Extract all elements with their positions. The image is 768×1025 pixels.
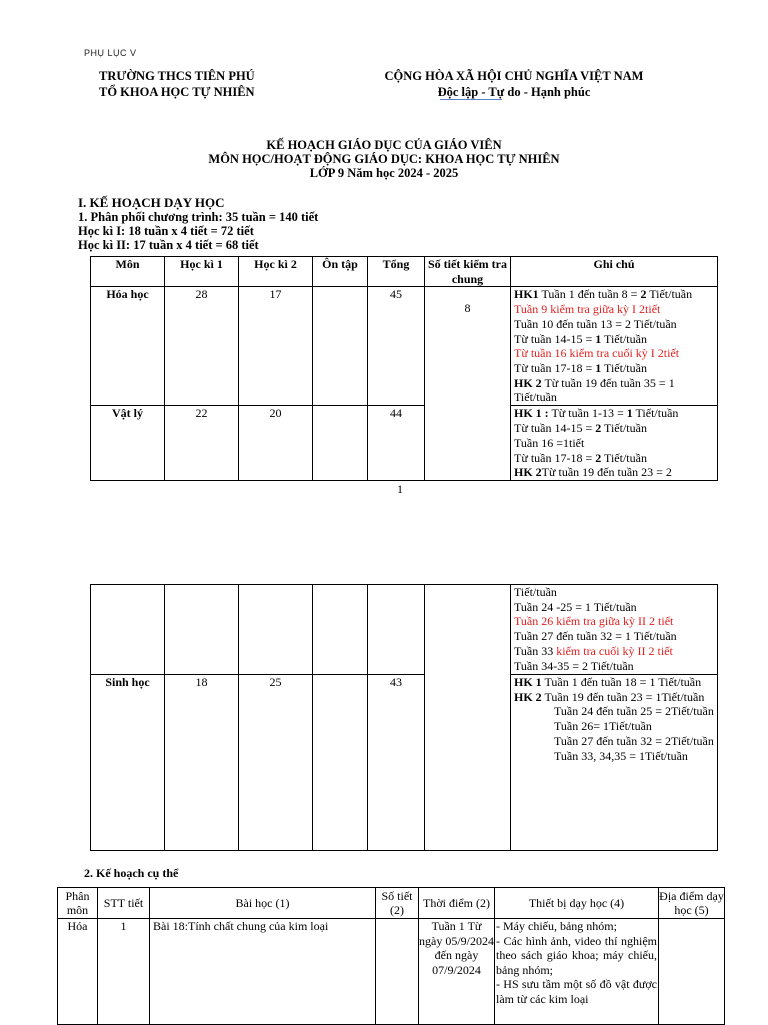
- table-row: [91, 287, 718, 406]
- note-segment: Tiết/tuần: [601, 360, 647, 375]
- note-line: [514, 690, 717, 705]
- col-total: Tổng: [368, 257, 425, 287]
- note-segment: Từ tuần 19 đến tuần 35 = 1 Tiết/tuần: [514, 375, 675, 405]
- distribution-table: [90, 256, 718, 481]
- note-segment: Tuần 26= 1Tiết/tuần: [554, 719, 652, 734]
- lesson-cell: Bài 18:Tính chất chung của kim loại: [150, 919, 376, 1025]
- note-segment: Tuần 33, 34,35 = 1Tiết/tuần: [554, 748, 688, 763]
- semester-2-summary: Học kì II: 17 tuần x 4 tiết = 68 tiết: [78, 238, 259, 252]
- note-line: [514, 734, 717, 749]
- note-line: [514, 614, 717, 629]
- note-line: [514, 585, 717, 600]
- note-line: [514, 675, 717, 690]
- note-segment: HK 1 :: [514, 406, 549, 421]
- note-line: [514, 346, 717, 361]
- note-segment: HK 2: [514, 375, 542, 390]
- note-line: [514, 719, 717, 734]
- section-1-heading: I. KẾ HOẠCH DẠY HỌC: [78, 195, 225, 210]
- note-line: [514, 317, 717, 332]
- period-no-cell: 1: [98, 919, 150, 1025]
- note-segment: kiểm tra cuối kỳ II 2 tiết: [556, 643, 673, 658]
- branch-cell: Hóa: [58, 919, 98, 1025]
- subject-cell: Sinh học: [91, 675, 165, 851]
- total-cell: 44: [368, 406, 425, 481]
- note-segment: Tiết/tuần: [601, 331, 647, 346]
- note-segment: Tuần 10 đến tuần 13 = 2 Tiết/tuần: [514, 316, 677, 331]
- notes-cell: [511, 675, 718, 851]
- review-cell: [313, 406, 368, 481]
- program-distribution: 1. Phân phối chương trình: 35 tuần = 140 tiết: [78, 210, 319, 224]
- periods-cell: [376, 919, 419, 1025]
- notes-cell: [511, 406, 718, 481]
- location-cell: [659, 919, 725, 1025]
- note-segment: Tiết/tuần: [601, 421, 647, 436]
- title-line-1: KẾ HOẠCH GIÁO DỤC CỦA GIÁO VIÊN: [266, 138, 502, 152]
- distribution-table-continued: [90, 584, 718, 851]
- semester-1-cell: [165, 585, 239, 675]
- col-review: Ôn tập: [313, 257, 368, 287]
- note-segment: Tuần 34-35 = 2 Tiết/tuần: [514, 658, 634, 673]
- subject-cell: [91, 585, 165, 675]
- equipment-cell: [495, 919, 659, 1025]
- note-segment: HK 1: [514, 675, 542, 689]
- table-row: [91, 585, 718, 675]
- note-line: [514, 465, 717, 480]
- note-segment: 1: [595, 360, 602, 375]
- notes-cell: [511, 287, 718, 406]
- note-line: [514, 704, 717, 719]
- note-line: [514, 302, 717, 317]
- notes-cell: [511, 585, 718, 675]
- note-segment: Tiết/tuần: [601, 450, 647, 465]
- note-segment: 1: [626, 406, 633, 421]
- col-period-no: STT tiết: [98, 888, 150, 919]
- note-segment: Tuần 1 đến tuần 8 =: [538, 287, 641, 302]
- note-segment: 2: [595, 421, 602, 436]
- total-cell: [368, 585, 425, 675]
- school-name: TRƯỜNG THCS TIÊN PHÚ: [99, 69, 255, 83]
- col-branch: Phân môn: [58, 888, 98, 919]
- review-cell: [313, 675, 368, 851]
- note-line: [514, 644, 717, 659]
- page-number: 1: [397, 482, 403, 496]
- note-segment: Từ tuần 17-18 =: [514, 450, 596, 465]
- note-line: [514, 600, 717, 615]
- note-segment: Tuần 27 đến tuần 32 = 2Tiết/tuần: [554, 733, 714, 748]
- section-1: [78, 196, 318, 252]
- semester-1-summary: Học kì I: 18 tuần x 4 tiết = 72 tiết: [78, 224, 254, 238]
- col-location: Địa điểm dạy học (5): [659, 888, 724, 917]
- note-segment: HK1: [514, 287, 539, 302]
- semester-2-cell: 17: [239, 287, 313, 406]
- note-segment: Từ tuần 14-15 =: [514, 331, 596, 346]
- note-line: [514, 287, 717, 302]
- note-line: [514, 659, 717, 674]
- semester-2-cell: 20: [239, 406, 313, 481]
- note-segment: Từ tuần 17-18 =: [514, 360, 596, 375]
- equipment-item: - Máy chiếu, bảng nhóm;: [496, 919, 617, 933]
- semester-2-cell: 25: [239, 675, 313, 851]
- col-tests: Số tiết kiểm tra chung: [425, 257, 511, 287]
- national-header: [381, 68, 647, 100]
- school-header: [99, 68, 255, 100]
- table-row: [58, 919, 725, 1025]
- lesson-plan-table: [57, 887, 725, 1025]
- col-semester-1: Học kì 1: [165, 257, 239, 287]
- total-cell: 45: [368, 287, 425, 406]
- note-line: [514, 361, 717, 376]
- note-line: [514, 406, 717, 421]
- subject-cell: Vật lý: [91, 406, 165, 481]
- note-segment: Tiết/tuần: [632, 406, 679, 421]
- equipment-item: - Các hình ảnh, video thí nghiệm theo sách giáo khoa; máy chiếu, bảng nhóm;: [496, 933, 657, 977]
- col-time: Thời điểm (2): [419, 888, 495, 919]
- note-segment: Tuần 9 kiểm tra giữa kỳ I 2tiết: [514, 302, 661, 317]
- note-segment: 2: [640, 287, 647, 302]
- note-segment: Từ tuần 1-13 =: [548, 406, 627, 421]
- note-segment: Tuần 19 đến tuần 23 = 1Tiết/tuần: [541, 689, 705, 704]
- note-segment: Tuần 27 đến tuần 32 = 1 Tiết/tuần: [514, 629, 677, 644]
- note-segment: Tiết/tuần: [646, 287, 693, 302]
- note-segment: Tuần 24 đến tuần 25 = 2Tiết/tuần: [554, 704, 714, 719]
- col-periods: Số tiết (2): [376, 888, 419, 919]
- title-line-3: LỚP 9 Năm học 2024 - 2025: [309, 166, 459, 180]
- note-segment: Từ tuần 19 đến tuần 23 = 2: [541, 465, 672, 480]
- tests-cell: [425, 585, 511, 851]
- table-header-row: [91, 257, 718, 287]
- equipment-item: - HS sưu tầm một số đồ vật được làm từ các kim loại: [496, 977, 657, 1006]
- department-name: TỔ KHOA HỌC TỰ NHIÊN: [99, 85, 255, 99]
- semester-1-cell: 18: [165, 675, 239, 851]
- note-segment: Tuần 1 đến tuần 18 = 1 Tiết/tuần: [541, 675, 702, 689]
- note-line: [514, 451, 717, 466]
- note-segment: HK 2: [514, 465, 542, 480]
- col-equipment: Thiết bị dạy học (4): [495, 888, 659, 919]
- note-line: [514, 436, 717, 451]
- table-row: [91, 675, 718, 851]
- note-segment: Tuần 16 =1tiết: [514, 435, 585, 450]
- note-line: [514, 332, 717, 347]
- note-segment: Tuần 33: [514, 643, 557, 658]
- note-segment: Tiết/tuần: [514, 585, 557, 599]
- national-motto: Độc lập - Tự do - Hạnh phúc: [437, 85, 591, 99]
- title-line-2: MÔN HỌC/HOẠT ĐỘNG GIÁO DỤC: KHOA HỌC TỰ NHIÊN: [208, 152, 560, 166]
- appendix-label: PHỤ LỤC V: [84, 48, 137, 58]
- col-lesson: Bài học (1): [150, 888, 376, 919]
- review-cell: [313, 585, 368, 675]
- note-segment: Từ tuần 14-15 =: [514, 421, 596, 436]
- note-line: [514, 629, 717, 644]
- note-segment: HK 2: [514, 689, 542, 704]
- section-2-heading: 2. Kế hoạch cụ thể: [84, 866, 179, 880]
- note-segment: 2: [595, 450, 602, 465]
- tests-value: 8: [464, 301, 471, 316]
- col-subject: Môn: [91, 257, 165, 287]
- time-cell: Tuần 1 Từ ngày 05/9/2024 đến ngày 07/9/2024: [419, 919, 495, 1025]
- note-segment: 1: [595, 331, 602, 346]
- note-segment: Tuần 26 kiểm tra giữa kỳ II 2 tiết: [514, 614, 674, 629]
- table-row: [91, 406, 718, 481]
- subject-cell: Hóa học: [91, 287, 165, 406]
- semester-1-cell: 28: [165, 287, 239, 406]
- note-line: [514, 376, 717, 405]
- col-notes: Ghi chú: [511, 257, 718, 287]
- note-line: [514, 749, 717, 764]
- motto-underline: [440, 99, 502, 100]
- col-semester-2: Học kì 2: [239, 257, 313, 287]
- country-name: CỘNG HÒA XÃ HỘI CHỦ NGHĨA VIỆT NAM: [384, 69, 644, 83]
- total-cell: 43: [368, 675, 425, 851]
- note-segment: Tuần 24 -25 = 1 Tiết/tuần: [514, 599, 637, 614]
- semester-1-cell: 22: [165, 406, 239, 481]
- review-cell: [313, 287, 368, 406]
- note-segment: Từ tuần 16 kiểm tra cuối kỳ I 2tiết: [514, 346, 680, 361]
- document-title: [0, 138, 768, 180]
- note-line: [514, 421, 717, 436]
- tests-cell: [425, 287, 511, 481]
- table-header-row: [58, 888, 725, 919]
- semester-2-cell: [239, 585, 313, 675]
